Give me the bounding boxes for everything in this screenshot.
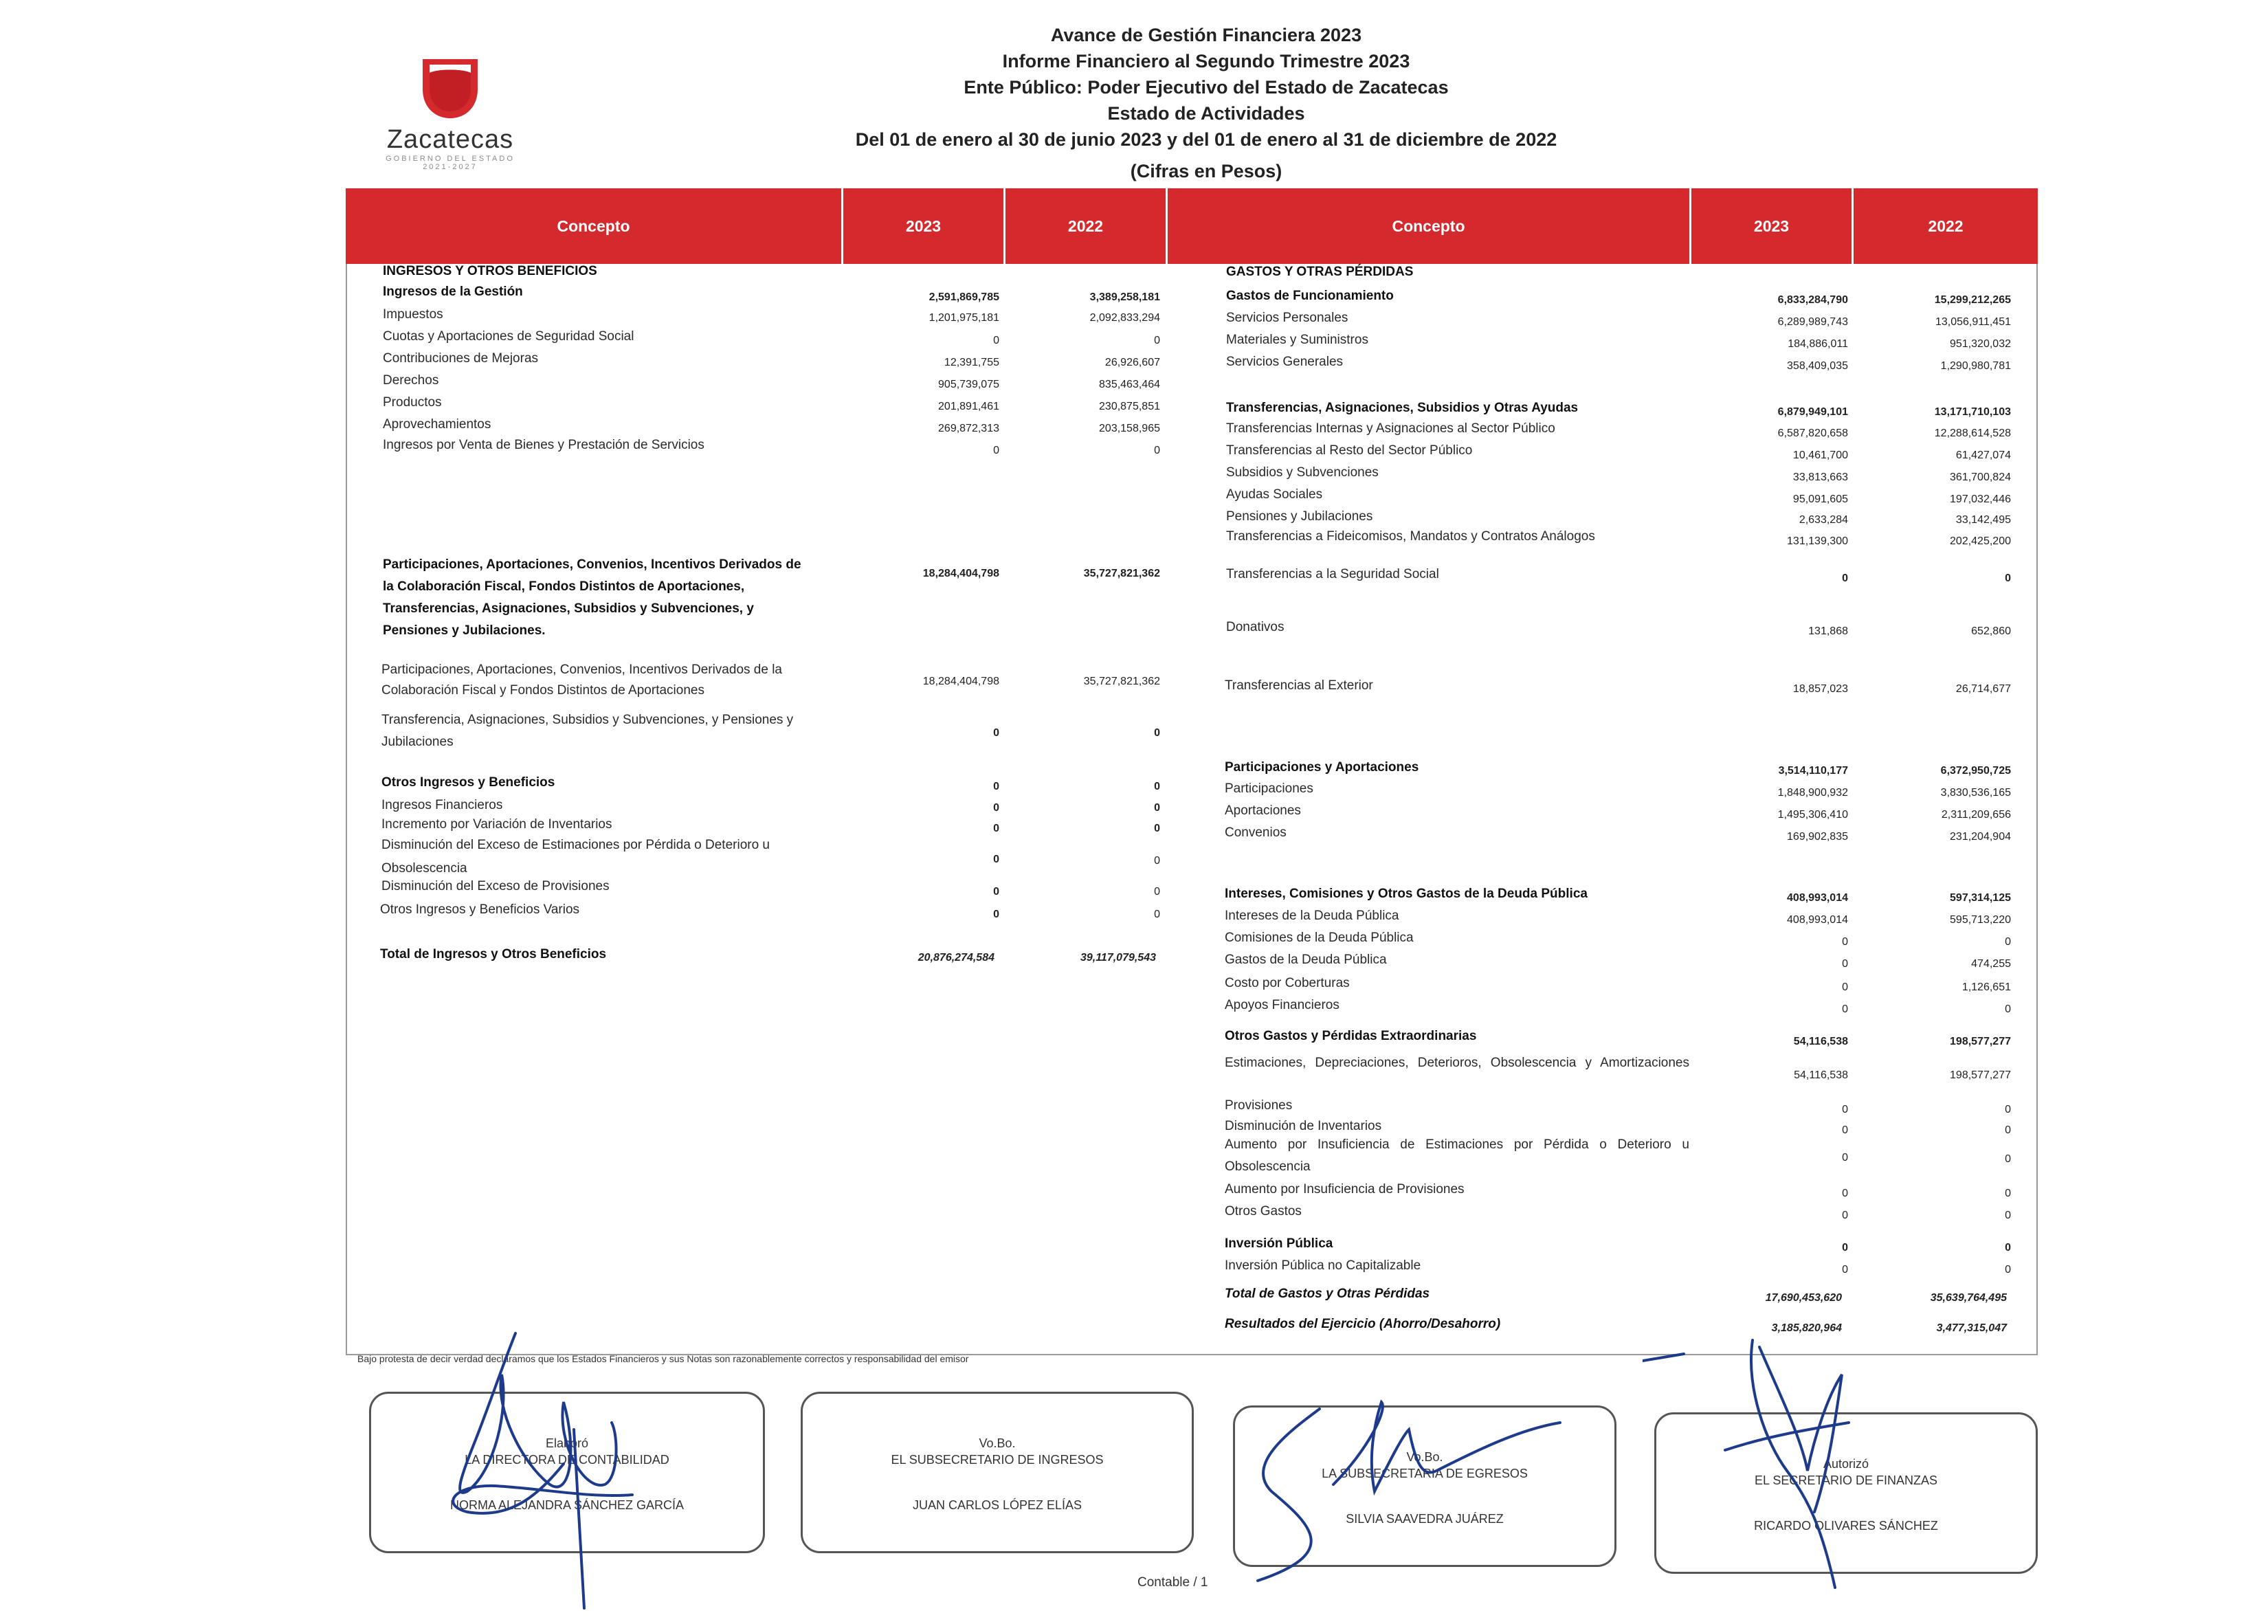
col-header-2022-right: 2022 <box>1854 188 2038 264</box>
row-label: Estimaciones, Depreciaciones, Deterioros, Obsolescencia y Amortizaciones <box>1225 1056 1689 1070</box>
row-value-2022: 202,425,200 <box>1950 535 2011 547</box>
logo-years: 2021-2027 <box>423 163 478 171</box>
row-value-2022: 2,092,833,294 <box>1089 312 1160 324</box>
row-label: Provisiones <box>1225 1098 1293 1113</box>
row-value-resultado-2022: 3,477,315,047 <box>1936 1322 2007 1334</box>
signature-name: NORMA ALEJANDRA SÁNCHEZ GARCÍA <box>449 1498 685 1512</box>
row-value-2022: 951,320,032 <box>1950 338 2011 350</box>
row-label-otros-ingresos: Otros Ingresos y Beneficios <box>381 775 555 790</box>
row-value-particip-2022: 6,372,950,725 <box>1940 765 2011 777</box>
row-value-2022: 595,713,220 <box>1950 914 2011 926</box>
col-header-2022-left: 2022 <box>1005 188 1168 264</box>
page-number: Contable / 1 <box>1137 1575 1208 1590</box>
row-value-transferencias-2022: 13,171,710,103 <box>1934 406 2011 418</box>
row-label: Materiales y Suministros <box>1226 333 1368 347</box>
row-label: Transferencia, Asignaciones, Subsidios y Subvenciones, y Pensiones y Jubilaciones <box>381 713 794 749</box>
row-value-2023: 0 <box>1842 1124 1848 1136</box>
row-value-2022: 0 <box>1154 727 1160 739</box>
row-label-participaciones-aportaciones: Participaciones y Aportaciones <box>1225 760 1419 775</box>
row-label-resultado: Resultados del Ejercicio (Ahorro/Desahorro) <box>1225 1317 1501 1331</box>
row-value-participaciones-2023: 18,284,404,798 <box>922 568 999 579</box>
row-value-2023: 0 <box>1842 981 1848 993</box>
row-value-2023: 0 <box>993 802 999 814</box>
title-informe: Informe Financiero al Segundo Trimestre 2023 <box>1002 51 1410 71</box>
row-value-2022: 0 <box>2005 1188 2011 1199</box>
row-label: Disminución del Exceso de Estimaciones por Pérdida o Deterioro u Obsolescencia <box>381 838 770 876</box>
row-value-2023: 905,739,075 <box>938 379 999 390</box>
row-label: Disminución del Exceso de Provisiones <box>381 879 610 893</box>
row-label: Subsidios y Subvenciones <box>1226 465 1379 480</box>
row-label: Transferencias al Resto del Sector Público <box>1226 443 1473 458</box>
row-value-total-gastos-2023: 17,690,453,620 <box>1765 1292 1842 1304</box>
row-value-funcionamiento-2023: 6,833,284,790 <box>1777 294 1848 306</box>
row-value-otros-gastos-2023: 54,116,538 <box>1793 1036 1848 1047</box>
row-value-2023: 0 <box>993 727 999 739</box>
row-label: Servicios Personales <box>1226 311 1348 325</box>
row-value-2023: 0 <box>993 886 999 898</box>
row-label-gestion: Ingresos de la Gestión <box>383 285 523 299</box>
row-value-2023: 1,495,306,410 <box>1777 809 1848 821</box>
row-value-2022: 3,830,536,165 <box>1940 787 2011 799</box>
row-value-2022: 1,126,651 <box>1961 981 2011 993</box>
row-label: Aportaciones <box>1225 803 1301 818</box>
row-value-2022: 0 <box>1154 886 1160 898</box>
title-ente: Ente Público: Poder Ejecutivo del Estado de Zacatecas <box>964 77 1449 98</box>
row-value-2023: 0 <box>993 823 999 834</box>
row-value-2023: 33,813,663 <box>1792 471 1848 483</box>
row-label-funcionamiento: Gastos de Funcionamiento <box>1226 289 1394 303</box>
signature-role: LA SUBSECRETARIA DE EGRESOS <box>1322 1467 1528 1480</box>
row-value-2022: 0 <box>2005 1003 2011 1015</box>
signature-action: Vo.Bo. <box>1406 1450 1443 1464</box>
row-label-intereses: Intereses, Comisiones y Otros Gastos de la Deuda Pública <box>1225 887 1588 901</box>
row-label-participaciones: Participaciones, Aportaciones, Convenios, Incentivos Derivados de la Colaboración Fiscal, Fondos Distintos de Aportaciones, Transferencias, Asignaciones, Subsidios y Subvenciones, y Pensiones y Jubilaciones. <box>383 557 801 638</box>
row-value-gestion-2023: 2,591,869,785 <box>929 291 999 303</box>
row-value-donativos-2022: 652,860 <box>1971 625 2011 637</box>
row-value-2022: 0 <box>2005 1124 2011 1136</box>
row-value-2023: 201,891,461 <box>938 401 999 412</box>
row-value-2023: 0 <box>1842 936 1848 948</box>
row-value-2022: 0 <box>1154 855 1160 867</box>
row-value-donativos-2023: 131,868 <box>1808 625 1848 637</box>
row-value-seguridad-2023: 0 <box>1842 572 1848 584</box>
row-value-2022: 0 <box>1154 335 1160 346</box>
row-label-exterior: Transferencias al Exterior <box>1225 678 1373 693</box>
row-value-2022: 0 <box>2005 1153 2011 1165</box>
row-label: Otros Ingresos y Beneficios Varios <box>380 902 580 917</box>
col-header-concepto-left: Concepto <box>346 188 843 264</box>
row-label: Cuotas y Aportaciones de Seguridad Social <box>383 329 634 344</box>
row-value-2022: 2,311,209,656 <box>1941 809 2011 821</box>
row-value-2023: 0 <box>993 909 999 920</box>
row-value-2022: 26,926,607 <box>1104 357 1160 368</box>
row-value-2022: 230,875,851 <box>1099 401 1160 412</box>
col-header-2023-right: 2023 <box>1691 188 1854 264</box>
row-value-otros-ingresos-2023: 0 <box>993 781 999 792</box>
row-value-2023: 0 <box>1842 1152 1848 1164</box>
row-value-intereses-2022: 597,314,125 <box>1950 892 2011 904</box>
title-estado: Estado de Actividades <box>1107 103 1305 124</box>
row-value-2023: 0 <box>993 445 999 456</box>
row-value-2023: 0 <box>1842 1210 1848 1221</box>
row-value-2023: 408,993,014 <box>1787 914 1848 926</box>
row-value-2023: 1,201,975,181 <box>929 312 999 324</box>
report-titles <box>790 22 1622 184</box>
row-value-2022: 35,727,821,362 <box>1083 676 1160 687</box>
zacatecas-logo <box>371 55 529 171</box>
row-value-2022: 0 <box>2005 1264 2011 1276</box>
row-value-gestion-2022: 3,389,258,181 <box>1089 291 1160 303</box>
row-value-participaciones-2022: 35,727,821,362 <box>1083 568 1160 579</box>
title-period: Del 01 de enero al 30 de junio 2023 y del 01 de enero al 31 de diciembre de 2022 <box>855 129 1557 150</box>
row-label: Ingresos Financieros <box>381 798 503 812</box>
col-header-2023-left: 2023 <box>843 188 1005 264</box>
row-value-2022: 198,577,277 <box>1950 1069 2011 1081</box>
row-value-otros-gastos-2022: 198,577,277 <box>1950 1036 2011 1047</box>
row-value-2022: 0 <box>2005 1104 2011 1115</box>
row-value-2023: 0 <box>1842 1188 1848 1199</box>
title-avance: Avance de Gestión Financiera 2023 <box>1050 25 1362 45</box>
row-label: Impuestos <box>383 307 443 322</box>
row-label: Ayudas Sociales <box>1226 487 1323 502</box>
row-value-2022: 231,204,904 <box>1950 831 2011 843</box>
declaration-text: Bajo protesta de decir verdad declaramos que los Estados Financieros y sus Notas son razonablemente correctos y responsabilidad del emisor <box>357 1353 969 1364</box>
row-value-2023: 269,872,313 <box>938 423 999 434</box>
row-value-total-ingresos-2022: 39,117,079,543 <box>1080 952 1156 964</box>
row-value-2022: 0 <box>1154 823 1160 834</box>
row-value-2023: 358,409,035 <box>1787 360 1848 372</box>
row-value-funcionamiento-2022: 15,299,212,265 <box>1934 294 2011 306</box>
row-value-2022: 835,463,464 <box>1099 379 1160 390</box>
row-value-2023: 6,289,989,743 <box>1777 316 1848 328</box>
row-value-2023: 0 <box>1842 958 1848 970</box>
signature-box-finanzas <box>1654 1412 2038 1574</box>
row-value-inversion-2023: 0 <box>1842 1242 1848 1254</box>
row-value-2022: 0 <box>1154 445 1160 456</box>
row-label: Apoyos Financieros <box>1225 998 1339 1012</box>
row-label: Aumento por Insuficiencia de Estimaciones por Pérdida o Deterioro u Obsolescencia <box>1225 1137 1689 1174</box>
row-value-2023: 95,091,605 <box>1792 493 1848 505</box>
row-label: Aumento por Insuficiencia de Provisiones <box>1225 1182 1465 1197</box>
row-value-2023: 0 <box>1842 1104 1848 1115</box>
col-header-concepto-right: Concepto <box>1168 188 1691 264</box>
row-value-inversion-2022: 0 <box>2005 1242 2011 1254</box>
row-label: Pensiones y Jubilaciones <box>1226 509 1373 524</box>
row-label: Productos <box>383 395 442 410</box>
row-value-2023: 54,116,538 <box>1794 1069 1848 1081</box>
row-value-total-ingresos-2023: 20,876,274,584 <box>918 952 994 964</box>
logo-subtitle: GOBIERNO DEL ESTADO <box>386 155 515 163</box>
row-label: Intereses de la Deuda Pública <box>1225 909 1399 923</box>
row-label: Aprovechamientos <box>383 417 491 432</box>
row-value-2022: 1,290,980,781 <box>1940 360 2011 372</box>
row-value-2022: 0 <box>2005 936 2011 948</box>
title-cifras: (Cifras en Pesos) <box>1130 161 1282 181</box>
row-label: Inversión Pública no Capitalizable <box>1225 1258 1421 1273</box>
row-label-inversion: Inversión Pública <box>1225 1236 1333 1251</box>
row-label-otros-gastos: Otros Gastos y Pérdidas Extraordinarias <box>1225 1029 1477 1043</box>
row-label: Disminución de Inventarios <box>1225 1119 1382 1133</box>
row-label-total-gastos: Total de Gastos y Otras Pérdidas <box>1225 1287 1430 1301</box>
row-value-2023: 169,902,835 <box>1787 831 1848 843</box>
row-value-2023: 0 <box>1842 1264 1848 1276</box>
row-label: Transferencias Internas y Asignaciones al Sector Público <box>1226 421 1555 436</box>
section-gastos: GASTOS Y OTRAS PÉRDIDAS <box>1226 265 1414 279</box>
row-value-2022: 61,427,074 <box>1955 449 2011 461</box>
row-label-donativos: Donativos <box>1226 620 1285 634</box>
row-value-2022: 0 <box>1154 909 1160 920</box>
signature-action: Autorizó <box>1823 1457 1869 1471</box>
signature-action: Vo.Bo. <box>979 1436 1016 1450</box>
row-value-2023: 18,284,404,798 <box>922 676 999 687</box>
row-value-2022: 13,056,911,451 <box>1935 316 2011 328</box>
signature-role: EL SUBSECRETARIO DE INGRESOS <box>891 1453 1104 1467</box>
row-value-2022: 361,700,824 <box>1950 471 2011 483</box>
row-value-2022: 474,255 <box>1971 958 2011 970</box>
row-label: Participaciones <box>1225 781 1313 796</box>
row-value-2022: 33,142,495 <box>1955 514 2011 526</box>
row-value-2023: 1,848,900,932 <box>1777 787 1848 799</box>
signature-box-egresos <box>1233 1405 1616 1567</box>
row-value-2023: 131,139,300 <box>1787 535 1848 547</box>
row-label: Ingresos por Venta de Bienes y Prestación de Servicios <box>383 438 704 452</box>
row-value-resultado-2023: 3,185,820,964 <box>1771 1322 1842 1334</box>
row-value-total-gastos-2022: 35,639,764,495 <box>1930 1292 2007 1304</box>
row-value-2023: 0 <box>1842 1003 1848 1015</box>
row-value-2022: 0 <box>1154 802 1160 814</box>
signature-box-ingresos <box>801 1392 1194 1553</box>
row-value-exterior-2022: 26,714,677 <box>1955 683 2011 695</box>
row-value-exterior-2023: 18,857,023 <box>1792 683 1848 695</box>
row-value-2023: 12,391,755 <box>944 357 999 368</box>
row-label: Gastos de la Deuda Pública <box>1225 953 1387 967</box>
row-value-2022: 0 <box>2005 1210 2011 1221</box>
row-value-transferencias-2023: 6,879,949,101 <box>1777 406 1848 418</box>
row-value-2023: 0 <box>993 335 999 346</box>
signature-action: Elaboró <box>545 1436 589 1450</box>
row-value-intereses-2023: 408,993,014 <box>1787 892 1848 904</box>
row-value-2022: 203,158,965 <box>1099 423 1160 434</box>
row-value-2023: 6,587,820,658 <box>1777 427 1848 439</box>
signature-role: EL SECRETARIO DE FINANZAS <box>1754 1473 1938 1487</box>
signature-name: SILVIA SAAVEDRA JUÁREZ <box>1346 1512 1504 1526</box>
signature-name: RICARDO OLIVARES SÁNCHEZ <box>1754 1519 1938 1533</box>
row-value-2023: 2,633,284 <box>1799 514 1848 526</box>
row-label-seguridad-social: Transferencias a la Seguridad Social <box>1226 567 1439 581</box>
row-label: Participaciones, Aportaciones, Convenios, Incentivos Derivados de la Colaboración Fiscal y Fondos Distintos de Aportaciones <box>381 663 782 698</box>
row-label: Otros Gastos <box>1225 1204 1302 1219</box>
row-label: Contribuciones de Mejoras <box>383 351 539 366</box>
row-value-2022: 197,032,446 <box>1950 493 2011 505</box>
logo-name: Zacatecas <box>386 125 514 154</box>
row-value-2022: 12,288,614,528 <box>1934 427 2011 439</box>
row-label-transferencias: Transferencias, Asignaciones, Subsidios y Otras Ayudas <box>1226 401 1579 415</box>
signature-role: LA DIRECTORA DE CONTABILIDAD <box>465 1453 669 1467</box>
row-label: Servicios Generales <box>1226 355 1344 369</box>
row-value-2023: 184,886,011 <box>1788 338 1848 350</box>
signature-box-contabilidad <box>369 1392 765 1553</box>
row-label: Comisiones de la Deuda Pública <box>1225 931 1414 945</box>
signature-name: JUAN CARLOS LÓPEZ ELÍAS <box>912 1498 1082 1512</box>
row-value-2023: 10,461,700 <box>1792 449 1848 461</box>
section-ingresos: INGRESOS Y OTROS BENEFICIOS <box>383 264 597 278</box>
shield-icon <box>417 55 483 121</box>
row-value-otros-ingresos-2022: 0 <box>1154 781 1160 792</box>
row-label: Convenios <box>1225 825 1287 840</box>
row-label: Transferencias a Fideicomisos, Mandatos y Contratos Análogos <box>1226 529 1595 544</box>
row-label-total-ingresos: Total de Ingresos y Otros Beneficios <box>380 947 607 961</box>
row-value-seguridad-2022: 0 <box>2005 572 2011 584</box>
row-label: Costo por Coberturas <box>1225 976 1350 990</box>
row-value-particip-2023: 3,514,110,177 <box>1778 765 1848 777</box>
row-label: Derechos <box>383 373 439 388</box>
row-value-2023: 0 <box>993 854 999 865</box>
row-label: Incremento por Variación de Inventarios <box>381 817 612 832</box>
